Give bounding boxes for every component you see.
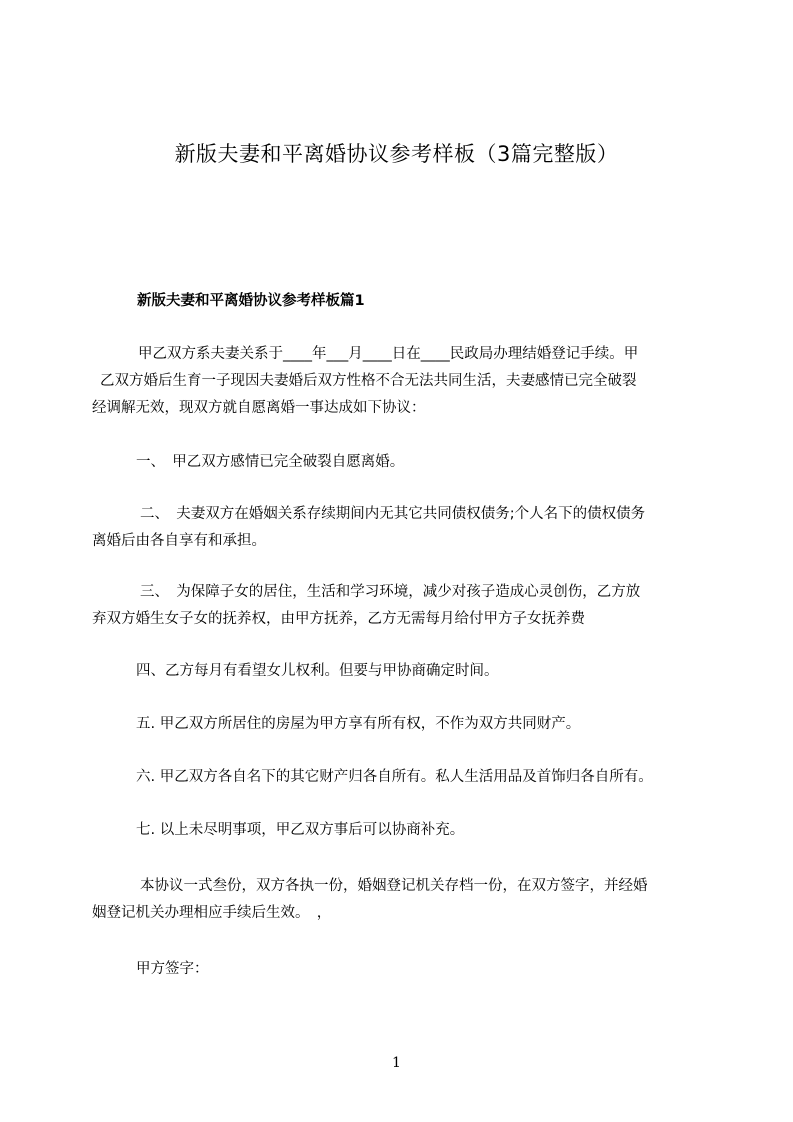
clause-7 [92, 817, 704, 844]
clause-6 [92, 764, 704, 791]
signature-block [92, 956, 704, 983]
closing-line-1: 本协议一式叁份，双方各执一份，婚姻登记机关存档一份，在双方签字，并经婚 [140, 878, 648, 894]
clause-5 [92, 711, 704, 738]
intro-paragraph [92, 341, 704, 422]
intro-line-1: 甲乙双方系夫妻关系于____年___月____日在____民政局办理结婚登记手续。甲 [138, 346, 639, 362]
clause-1 [92, 449, 704, 476]
intro-line-2: 乙双方婚后生育一子现因夫妻婚后双方性格不合无法共同生活，夫妻感情已完全破裂 [100, 373, 637, 389]
document-title: 新版夫妻和平离婚协议参考样板（3篇完整版） [174, 142, 619, 166]
closing-line-2: 姻登记机关办理相应手续后生效。 ， [92, 905, 332, 921]
section-title: 新版夫妻和平离婚协议参考样板篇1 [137, 293, 365, 309]
closing-paragraph [92, 873, 704, 927]
signature-label: 甲方签字： [136, 961, 209, 977]
clause-2-line-2: 离婚后由各自享有和承担。 [92, 533, 266, 549]
clause-2-line-1: 二、 夫妻双方在婚姻关系存续期间内无其它共同债权债务;个人名下的债权债务 [140, 506, 646, 522]
clause-4-text: 四、乙方每月有看望女儿权利。但要与甲协商确定时间。 [136, 663, 499, 679]
clause-3-line-1: 三、 为保障子女的居住，生活和学习环境，减少对孩子造成心灵创伤，乙方放 [140, 584, 641, 600]
clause-3 [92, 579, 704, 633]
clause-5-text: 五. 甲乙双方所居住的房屋为甲方享有所有权，不作为双方共同财产。 [136, 716, 581, 732]
clause-6-text: 六. 甲乙双方各自名下的其它财产归各自所有。私人生活用品及首饰归各自所有。 [136, 769, 653, 785]
clause-3-line-2: 弃双方婚生女子女的抚养权，由甲方抚养，乙方无需每月给付甲方子女抚养费 [92, 611, 585, 627]
clause-2 [92, 501, 704, 555]
page-number: 1 [392, 1055, 401, 1071]
intro-line-3: 经调解无效，现双方就自愿离婚一事达成如下协议： [92, 400, 426, 416]
clause-1-text: 一、 甲乙双方感情已完全破裂自愿离婚。 [136, 454, 405, 470]
clause-4 [92, 658, 704, 685]
clause-7-text: 七. 以上未尽明事项，甲乙双方事后可以协商补充。 [136, 822, 465, 838]
